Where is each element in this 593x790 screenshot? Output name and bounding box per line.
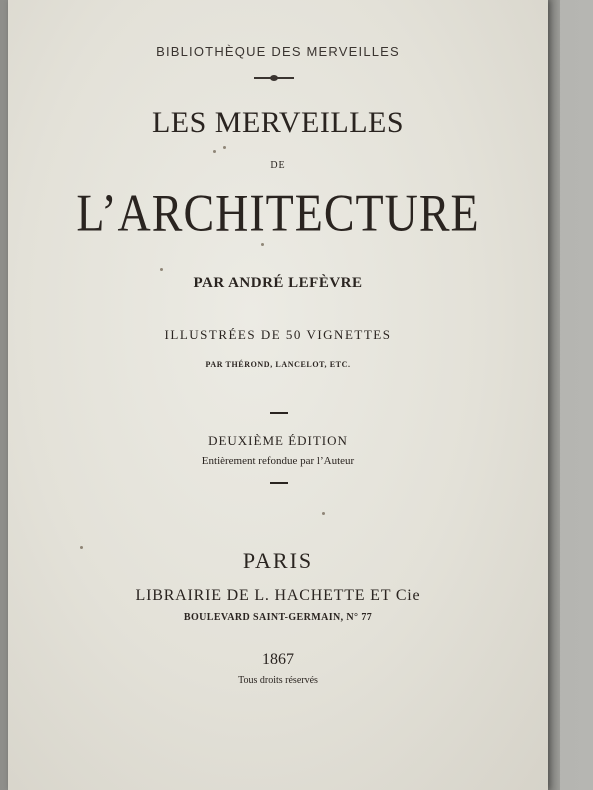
- illustrators-line: PAR THÉROND, LANCELOT, ETC.: [205, 360, 351, 369]
- rule-divider-top: [270, 412, 288, 414]
- rights-notice: Tous droits réservés: [238, 675, 318, 686]
- book-title-page: [8, 0, 548, 790]
- imprint-address: BOULEVARD SAINT-GERMAIN, N° 77: [183, 612, 373, 623]
- imprint-publisher: LIBRAIRIE DE L. HACHETTE ET Cie: [135, 587, 421, 604]
- paper-speck: [223, 146, 226, 149]
- paper-speck: [322, 512, 325, 515]
- paper-speck: [80, 546, 83, 549]
- ornament-divider: [254, 76, 294, 80]
- title-line-1: LES MERVEILLES: [151, 106, 405, 139]
- main-title: L’ARCHITECTURE: [76, 183, 480, 242]
- paper-speck: [160, 268, 163, 271]
- imprint-city: PARIS: [242, 548, 314, 573]
- book-page-edge: [548, 0, 560, 790]
- author-line: PAR ANDRÉ LEFÈVRE: [193, 275, 363, 291]
- imprint-year: 1867: [262, 651, 294, 668]
- edition-line: DEUXIÈME ÉDITION: [208, 433, 348, 448]
- title-connector: DE: [270, 160, 286, 171]
- paper-speck: [213, 150, 216, 153]
- illustrations-line: ILLUSTRÉES DE 50 VIGNETTES: [164, 327, 392, 342]
- edition-note: Entièrement refondue par l’Auteur: [201, 455, 355, 467]
- series-title: BIBLIOTHÈQUE DES MERVEILLES: [156, 44, 400, 59]
- paper-speck: [261, 243, 264, 246]
- rule-divider-bottom: [270, 482, 288, 484]
